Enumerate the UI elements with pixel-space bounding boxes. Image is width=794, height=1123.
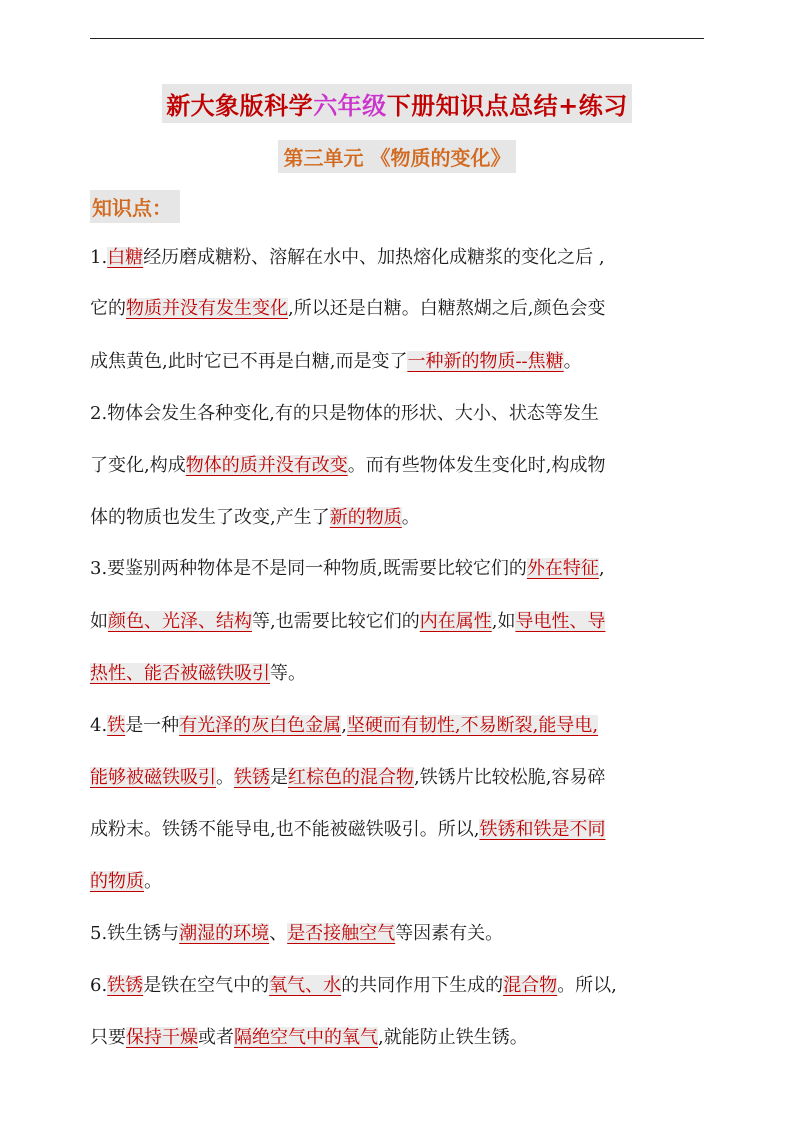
text-segment: 。所以, <box>557 975 617 996</box>
text-segment: 的共同作用下生成的 <box>341 975 504 996</box>
text-segment: 是 <box>270 767 288 788</box>
text-line <box>90 609 710 635</box>
text-segment: 是铁在空气中的 <box>143 975 270 996</box>
text-segment: 等。 <box>270 663 306 684</box>
answer-highlight: 是否接触空气 <box>287 923 396 944</box>
text-line <box>90 661 710 687</box>
answer-highlight: 混合物 <box>503 975 558 996</box>
text-segment: 是一种 <box>125 715 180 736</box>
text-segment: 或者 <box>198 1027 234 1048</box>
answer-highlight: 外在特征 <box>526 558 599 579</box>
text-segment: 。 <box>216 767 234 788</box>
answer-highlight: 红棕色的混合物 <box>288 767 414 788</box>
text-segment: 等因素有关。 <box>395 923 504 944</box>
text-segment: ,铁锈片比较松脆,容易碎 <box>414 767 606 788</box>
text-segment: 它的 <box>90 298 126 319</box>
text-segment: , <box>598 558 605 579</box>
text-line <box>90 556 710 582</box>
text-line <box>90 973 710 999</box>
title-prefix: 新大象版科学 <box>166 91 314 120</box>
text-segment: 。 <box>401 507 420 528</box>
text-line <box>90 453 710 479</box>
text-line <box>90 765 710 791</box>
text-segment: 、 <box>269 923 288 944</box>
title-suffix: 下册知识点总结+练习 <box>386 91 628 120</box>
text-segment: , <box>341 715 347 736</box>
text-segment: 1. <box>90 247 108 268</box>
text-line <box>90 713 710 739</box>
text-line <box>90 349 710 375</box>
text-segment: 5.铁生锈与 <box>90 923 180 944</box>
answer-highlight: 铁锈和铁是不同 <box>479 819 606 840</box>
answer-highlight: 物质并没有发生变化 <box>126 298 288 319</box>
answer-highlight: 潮湿的环境 <box>179 923 270 944</box>
answer-highlight: 物体的质并没有改变 <box>185 455 348 476</box>
answer-highlight: 有光泽的灰白色金属 <box>179 715 342 736</box>
answer-highlight: 铁锈 <box>107 975 144 996</box>
text-segment: 。 <box>563 351 582 372</box>
text-line <box>90 401 710 427</box>
answer-highlight: 保持干燥 <box>126 1027 198 1048</box>
text-segment: 体的物质也发生了改变,产生了 <box>90 507 330 528</box>
unit-subtitle <box>0 140 794 173</box>
section-label: 知识点： <box>90 190 180 223</box>
text-segment: 。 <box>144 871 162 892</box>
text-line <box>90 245 710 271</box>
text-segment: 成焦黄色,此时它已不再是白糖,而是变了 <box>90 351 408 372</box>
answer-highlight: 氧气、水 <box>269 975 342 996</box>
text-segment: 经历磨成糖粉、溶解在水中、加热熔化成糖浆的变化之后 , <box>143 247 605 268</box>
answer-highlight: 能够被磁铁吸引 <box>90 767 216 788</box>
answer-highlight: 一种新的物质-- <box>407 351 528 372</box>
answer-highlight: 新的物质 <box>329 507 402 528</box>
answer-highlight: 坚硬而有韧性,不易断裂,能导电, <box>346 715 599 736</box>
answer-highlight: 热性、能否被磁铁吸引 <box>90 663 270 684</box>
text-segment: 3.要鉴别两种物体是不是同一种物质,既需要比较它们的 <box>90 558 527 579</box>
answer-highlight: 隔绝空气中的氧气 <box>234 1027 378 1048</box>
text-line <box>90 1025 710 1051</box>
text-segment: 成粉末。铁锈不能导电,也不能被磁铁吸引。所以, <box>90 819 480 840</box>
text-segment: 6. <box>90 975 108 996</box>
text-segment: 等,也需要比较它们的 <box>252 611 420 632</box>
text-segment: 。而有些物体发生变化时,构成物 <box>347 455 606 476</box>
text-segment: 如 <box>90 611 108 632</box>
text-line <box>90 296 710 322</box>
unit-subtitle-text: 第三单元 《物质的变化》 <box>278 140 517 173</box>
answer-highlight: 内在属性 <box>419 611 492 632</box>
text-segment: 只要 <box>90 1027 126 1048</box>
answer-highlight: 导电性、导 <box>515 611 606 632</box>
page-title <box>0 84 794 123</box>
answer-highlight: 的物质 <box>90 871 144 892</box>
text-line <box>90 869 710 895</box>
text-line <box>90 921 710 947</box>
text-segment: 4. <box>90 715 108 736</box>
answer-highlight: 铁 <box>107 715 126 736</box>
title-grade: 六年级 <box>313 91 387 120</box>
text-segment: ,所以还是白糖。白糖熬煳之后,颜色会变 <box>288 298 606 319</box>
text-segment: 了变化,构成 <box>90 455 186 476</box>
answer-highlight: 白糖 <box>107 247 144 268</box>
header-rule <box>90 38 704 39</box>
answer-highlight: 铁锈 <box>234 767 270 788</box>
answer-highlight: 焦糖 <box>527 351 564 372</box>
text-line <box>90 505 710 531</box>
text-line <box>90 817 710 843</box>
text-segment: ,如 <box>491 611 516 632</box>
answer-highlight: 颜色、光泽、结构 <box>108 611 252 632</box>
text-segment: 2.物体会发生各种变化,有的只是物体的形状、大小、状态等发生 <box>90 403 599 424</box>
text-segment: ,就能防止铁生锈。 <box>378 1027 528 1048</box>
